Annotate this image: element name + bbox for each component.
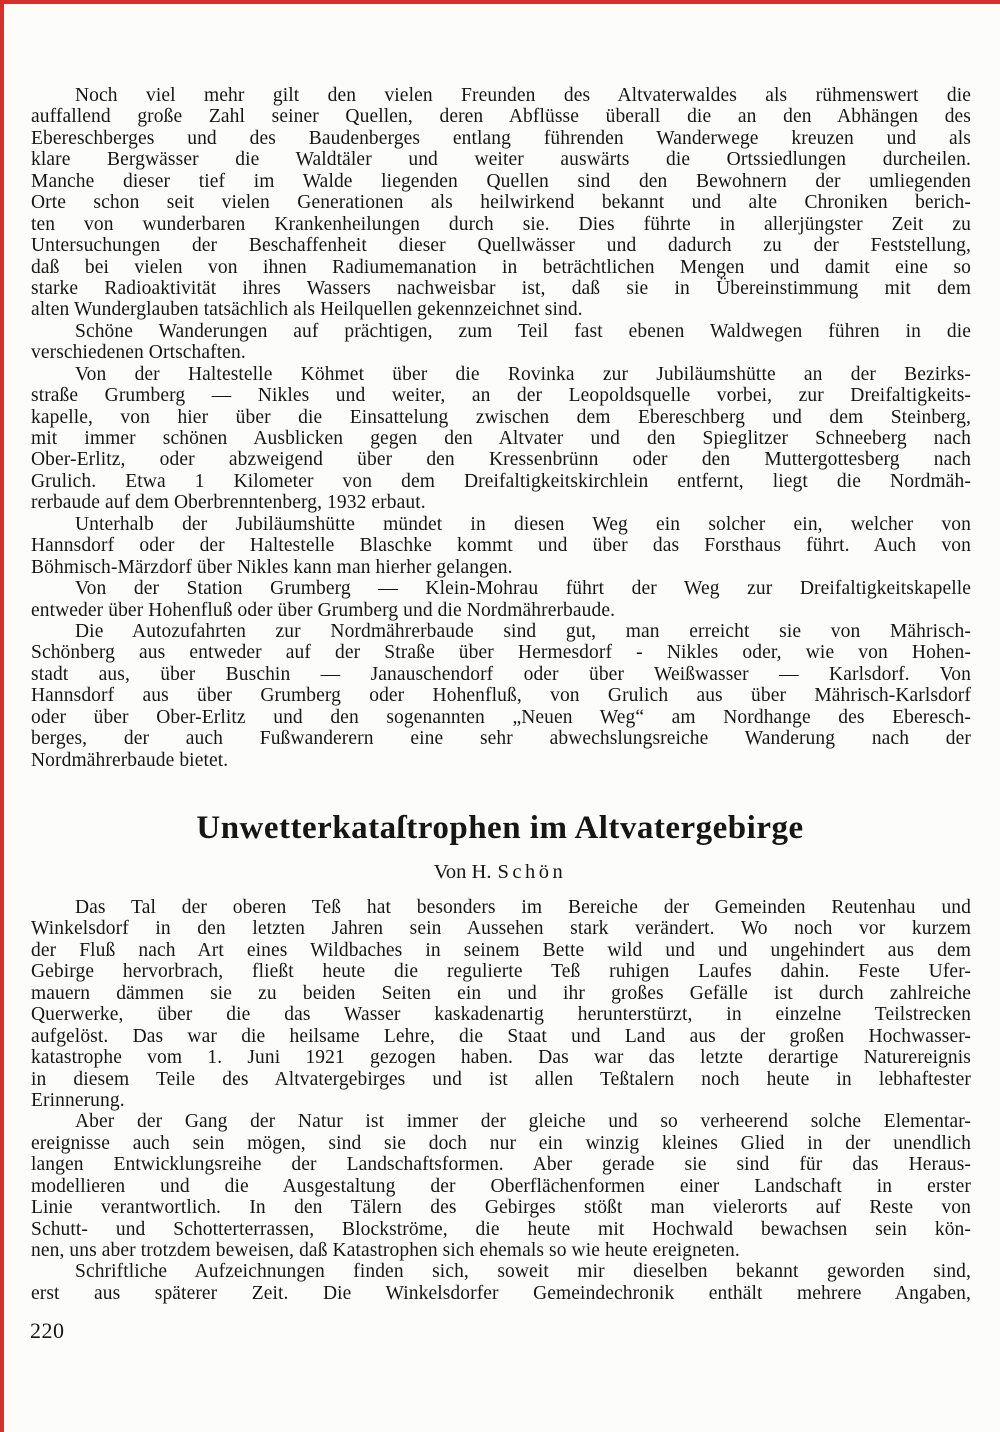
text-line: Von der Haltestelle Köhmet über die Rovinka zur Jubiläumshütte an der Bezirks- [75,363,971,385]
text-line: katastrophe vom 1. Juni 1921 gezogen haben. Das war das letzte derartige Naturereignis [31,1047,971,1069]
text-line: entweder über Hohenfluß oder über Grumberg und die Nordmährerbaude. [31,599,616,621]
byline-prefix: Von H. [433,861,492,883]
text-line: langen Entwicklungsreihe der Landschaftsformen. Aber gerade sie sind für das Heraus- [31,1154,971,1176]
text-line: starke Radioaktivität ihres Wassers nachweisbar ist, daß sie in Übereinstimmung mit dem [31,277,971,299]
text-line: Schutt- und Schotterterrassen, Blockströme, die heute mit Hochwald bewachsen sein kön- [31,1218,971,1240]
text-line: Aber der Gang der Natur ist immer der gleiche und so verheerend solche Elementar- [75,1111,971,1133]
text-line: Von der Station Grumberg — Klein-Mohrau führt der Weg zur Dreifaltigkeitskapelle [75,578,971,600]
paragraph [31,1261,971,1304]
text-line: Schönberg aus entweder auf der Straße über Hermesdorf - Nikles oder, wie von Hohen- [31,642,971,664]
text-line: daß bei vielen von ihnen Radiumemanation in beträchtlichen Mengen und damit eine so [31,256,971,278]
text-line: berges, der auch Fußwanderern eine sehr abwechslungsreiche Wanderung nach der [31,728,971,750]
text-line: der Fluß nach Art eines Wildbaches in seinem Bette wild und und ungehindert aus dem [31,939,971,961]
text-line: mauern dämmen sie zu beiden Seiten ein und ihr großes Gefälle ist durch zahlreiche [31,982,971,1004]
text-line: Schriftliche Aufzeichnungen finden sich, soweit mir dieselben bekannt geworden sind, [75,1261,971,1283]
page-number: 220 [30,1318,65,1343]
paragraph [31,578,971,621]
paragraph [31,364,971,514]
text-line: Nordmährerbaude bietet. [31,749,229,771]
text-line: modellieren und die Ausgestaltung der Oberflächenformen einer Landschaft in erster [31,1175,971,1197]
text-line: Noch viel mehr gilt den vielen Freunden des Altvaterwaldes als rühmenswert die [75,85,971,106]
paragraph [31,85,971,321]
paragraph [31,621,971,771]
text-line: Winkelsdorf in den letzten Jahren sein Aussehen stark verändert. Wo noch vor kurzem [31,918,971,940]
text-line: erst aus späterer Zeit. Die Winkelsdorfer Gemeindechronik enthält mehrere Angaben, [31,1282,971,1304]
paragraph [31,514,971,578]
byline-author-name: Schön [497,861,567,883]
text-line: Hannsdorf aus über Grumberg oder Hohenfluß, von Grulich aus über Mährisch-Karlsdorf [31,685,971,707]
article-section [31,897,971,1304]
text-line: rerbaude auf dem Oberbrenntenberg, 1932 erbaut. [31,492,426,514]
text-line: Grulich. Etwa 1 Kilometer von dem Dreifaltigkeitskirchlein entfernt, liegt die Nordmäh- [31,470,971,492]
text-line: Querwerke, über die das Wasser kaskadenartig herunterstürzt, in einzelne Teilstrecken [31,1004,971,1026]
paragraph [31,1111,971,1261]
text-line: nen, uns aber trotzdem beweisen, daß Katastrophen sich ehemals so wie heute ereigneten. [31,1240,740,1261]
text-line: stadt aus, über Buschin — Janauschendorf oder über Weißwasser — Karlsdorf. Von [31,663,971,685]
text-line: Unterhalb der Jubiläumshütte mündet in diesen Weg ein solcher ein, welcher von [75,513,971,535]
text-line: Gebirge hervorbrach, fließt heute die regulierte Teß ruhigen Laufes dahin. Feste Ufer- [31,961,971,983]
text-line: Böhmisch-Märzdorf über Nikles kann man hierher gelangen. [31,556,513,578]
text-line: ten von wunderbaren Krankenheilungen durch sie. Dies führte in allerjüngster Zeit zu [31,213,971,235]
text-line: Erinnerung. [31,1089,125,1111]
scan-edge-top-marker [0,0,1000,4]
text-line: klare Bergwässer die Waldtäler und weiter auswärts die Ortssiedlungen durcheilen. [31,149,971,171]
text-line: in diesem Teile des Altvatergebirges und ist allen Teßtalern noch heute in lebhaftester [31,1068,971,1090]
text-line: aufgelöst. Das war die heilsame Lehre, die Staat und Land aus der großen Hochwasser- [31,1025,971,1047]
scan-edge-left-marker [0,0,4,1432]
text-line: oder über Ober-Erlitz und den sogenannten „Neuen Weg“ am Nordhange des Eberesch- [31,706,971,728]
text-line: verschiedenen Ortschaften. [31,342,246,364]
paragraph [31,321,971,364]
paragraph [31,897,971,1111]
text-line: Linie verantwortlich. In den Tälern des Gebirges stößt man vielerorts auf Reste von [31,1197,971,1219]
text-line: Ebereschberges und des Baudenberges entlang führenden Wanderwege kreuzen und als [31,127,971,149]
article-title: Unwetterkataſtrophen im Altvatergebirge [196,810,804,846]
text-line: auffallend große Zahl seiner Quellen, deren Abflüsse überall die an den Abhängen des [31,106,971,128]
text-line: Die Autozufahrten zur Nordmährerbaude sind gut, man erreicht sie von Mährisch- [75,620,971,642]
article-byline [0,861,1000,884]
text-line: alten Wunderglauben tatsächlich als Heilquellen gekennzeichnet sind. [31,299,583,321]
text-line: Manche dieser tief im Walde liegenden Quellen sind den Bewohnern der umliegenden [31,170,971,192]
text-line: Orte schon seit vielen Generationen als heilwirkend bekannt und alte Chroniken berich- [31,192,971,214]
text-line: Untersuchungen der Beschaffenheit dieser Quellwässer und dadurch zu der Feststellung, [31,235,971,257]
text-line: Das Tal der oberen Teß hat besonders im Bereiche der Gemeinden Reutenhau und [75,897,971,918]
text-line: Hannsdorf oder der Haltestelle Blaschke kommt und über das Forsthaus führt. Auch von [31,535,971,557]
text-line: kapelle, von hier über die Einsattelung zwischen dem Ebereschberg und dem Steinberg, [31,406,971,428]
intro-section [31,85,971,771]
text-line: ereignisse auch sein mögen, sind sie doch nur ein winzig kleines Glied in der unendlich [31,1132,971,1154]
text-line: Schöne Wanderungen auf prächtigen, zum Teil fast ebenen Waldwegen führen in die [75,320,971,342]
text-line: mit immer schönen Ausblicken gegen den Altvater und den Spieglitzer Schneeberg nach [31,428,971,449]
text-line: straße Grumberg — Nikles und weiter, an der Leopoldsquelle vorbei, zur Dreifaltigkeits- [31,385,971,407]
text-line: Ober-Erlitz, oder abzweigend über den Kressenbrünn oder den Muttergottesberg nach [31,449,971,471]
